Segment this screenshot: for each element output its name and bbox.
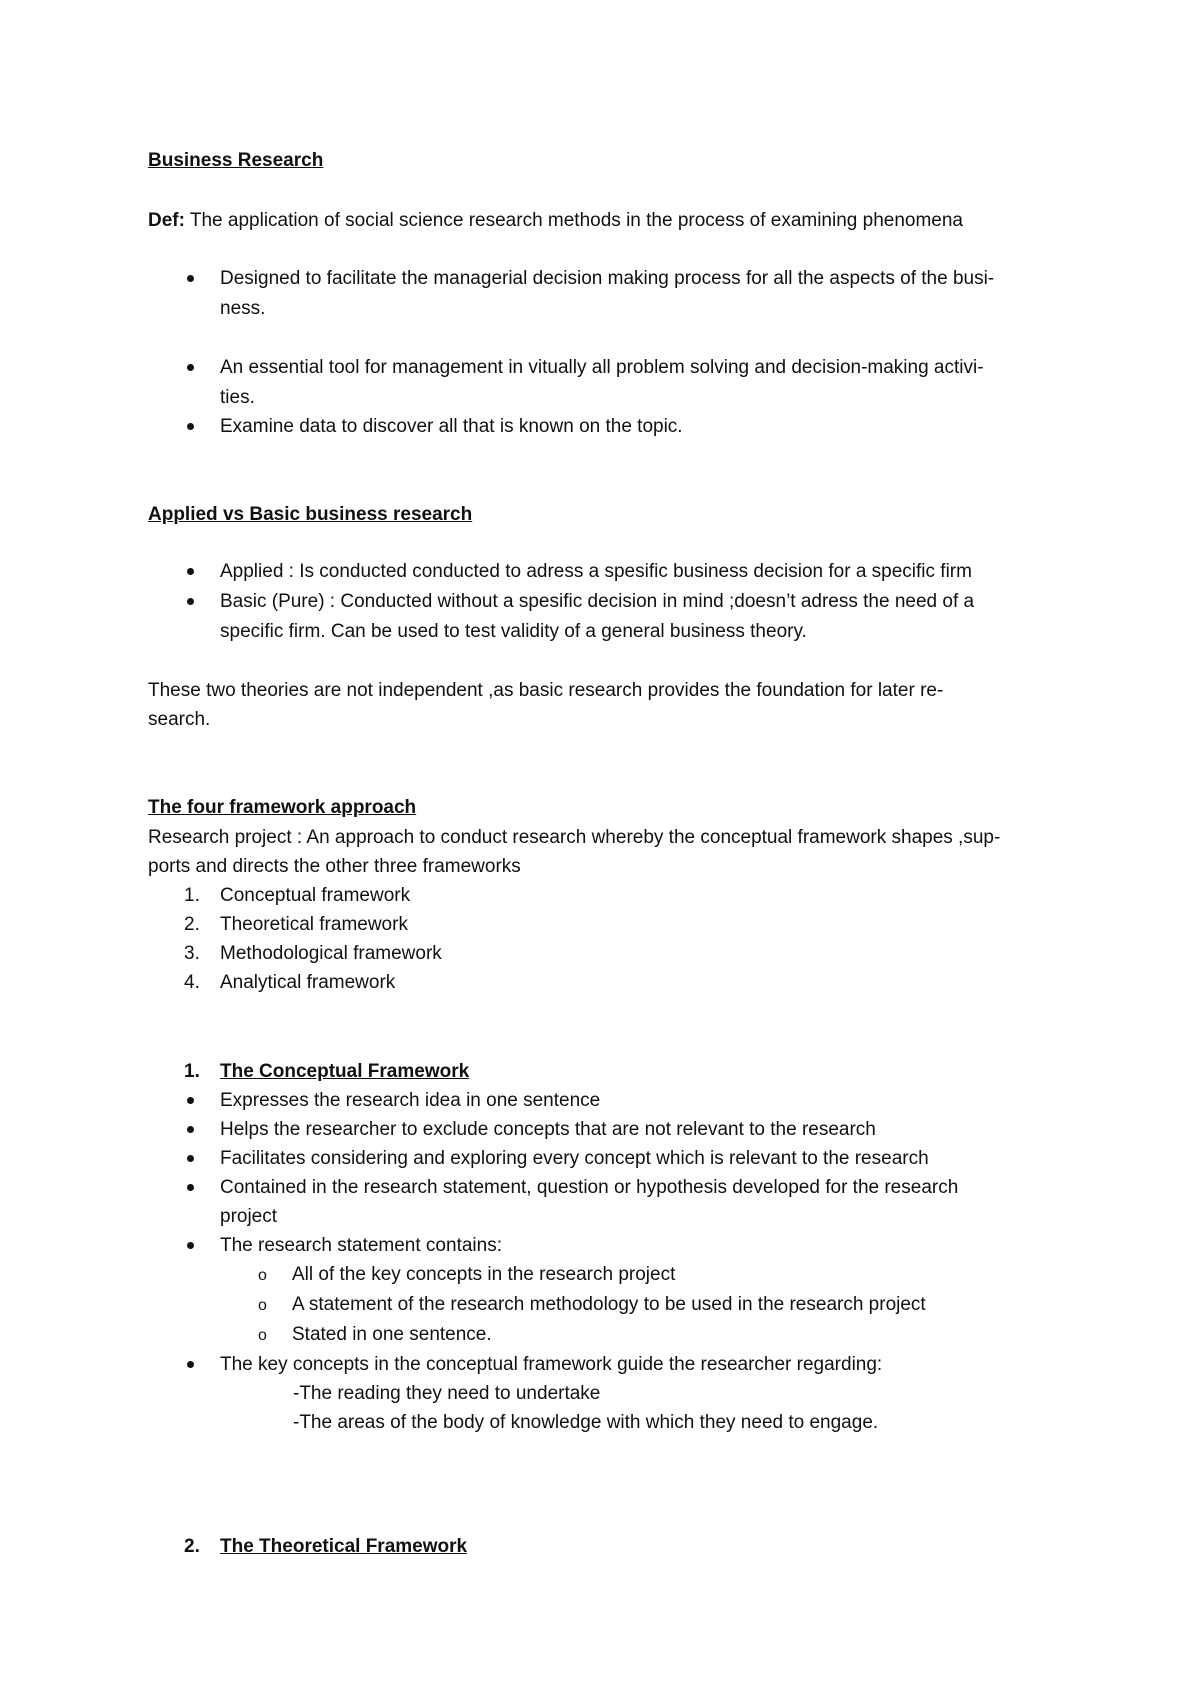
sub-bullet-icon: o	[258, 1267, 267, 1284]
list-item: Applied : Is conducted conducted to adress a spesific business decision for a specific firm	[220, 561, 972, 582]
section-number: 1.	[184, 1061, 200, 1082]
list-number: 4.	[184, 972, 200, 993]
heading-theoretical-framework: The Theoretical Framework	[220, 1536, 468, 1557]
intro-line: Research project : An approach to conduct research whereby the conceptual framework shapes ,sup-	[148, 827, 1001, 848]
list-item: Expresses the research idea in one sentence	[220, 1090, 601, 1111]
list-item: The research statement contains:	[220, 1235, 502, 1256]
bullet-icon	[187, 423, 194, 430]
list-item-continuation: project	[220, 1206, 278, 1227]
list-item: Contained in the research statement, question or hypothesis developed for the research	[220, 1177, 959, 1198]
list-item-continuation: ties.	[220, 387, 255, 408]
def-label: Def:	[148, 210, 185, 231]
list-item: Analytical framework	[220, 972, 396, 993]
dash-line: -The reading they need to undertake	[293, 1383, 601, 1404]
intro-line: ports and directs the other three frameworks	[148, 856, 521, 877]
bullet-icon	[187, 598, 194, 605]
bullet-icon	[187, 1097, 194, 1104]
list-item: Examine data to discover all that is known on the topic.	[220, 416, 683, 437]
sub-bullet-icon: o	[258, 1327, 267, 1344]
sub-bullet-icon: o	[258, 1297, 267, 1314]
heading-applied-vs-basic: Applied vs Basic business research	[148, 504, 473, 525]
sub-list-item: All of the key concepts in the research project	[292, 1264, 676, 1285]
bullet-icon	[187, 275, 194, 282]
definition-line	[148, 210, 963, 232]
bullet-icon	[187, 364, 194, 371]
bullet-icon	[187, 1155, 194, 1162]
list-item: The key concepts in the conceptual framework guide the researcher regarding:	[220, 1354, 883, 1375]
list-number: 2.	[184, 914, 200, 935]
section-number: 2.	[184, 1536, 200, 1557]
def-text: The application of social science research methods in the process of examining phenomena	[184, 210, 963, 231]
heading-conceptual-framework: The Conceptual Framework	[220, 1061, 470, 1082]
paragraph-line: search.	[148, 709, 211, 730]
list-item: Designed to facilitate the managerial decision making process for all the aspects of the busi-	[220, 268, 995, 289]
bullet-icon	[187, 1184, 194, 1191]
list-number: 3.	[184, 943, 200, 964]
sub-list-item: Stated in one sentence.	[292, 1324, 492, 1345]
list-item: Facilitates considering and exploring every concept which is relevant to the research	[220, 1148, 929, 1169]
list-item: Theoretical framework	[220, 914, 408, 935]
list-item: An essential tool for management in vitually all problem solving and decision-making activi-	[220, 357, 984, 378]
sub-list-item: A statement of the research methodology to be used in the research project	[292, 1294, 926, 1315]
list-item: Helps the researcher to exclude concepts that are not relevant to the research	[220, 1119, 876, 1140]
list-item: Basic (Pure) : Conducted without a spesific decision in mind ;doesn’t adress the need of a	[220, 591, 975, 612]
list-item-continuation: ness.	[220, 298, 266, 319]
dash-line: -The areas of the body of knowledge with which they need to engage.	[293, 1412, 879, 1433]
list-item-continuation: specific firm. Can be used to test validity of a general business theory.	[220, 621, 807, 642]
list-number: 1.	[184, 885, 200, 906]
paragraph-line: These two theories are not independent ,as basic research provides the foundation for later re-	[148, 680, 944, 701]
bullet-icon	[187, 1361, 194, 1368]
bullet-icon	[187, 568, 194, 575]
list-item: Conceptual framework	[220, 885, 411, 906]
heading-business-research: Business Research	[148, 150, 324, 171]
list-item: Methodological framework	[220, 943, 442, 964]
bullet-icon	[187, 1242, 194, 1249]
bullet-icon	[187, 1126, 194, 1133]
heading-four-framework: The four framework approach	[148, 797, 417, 818]
